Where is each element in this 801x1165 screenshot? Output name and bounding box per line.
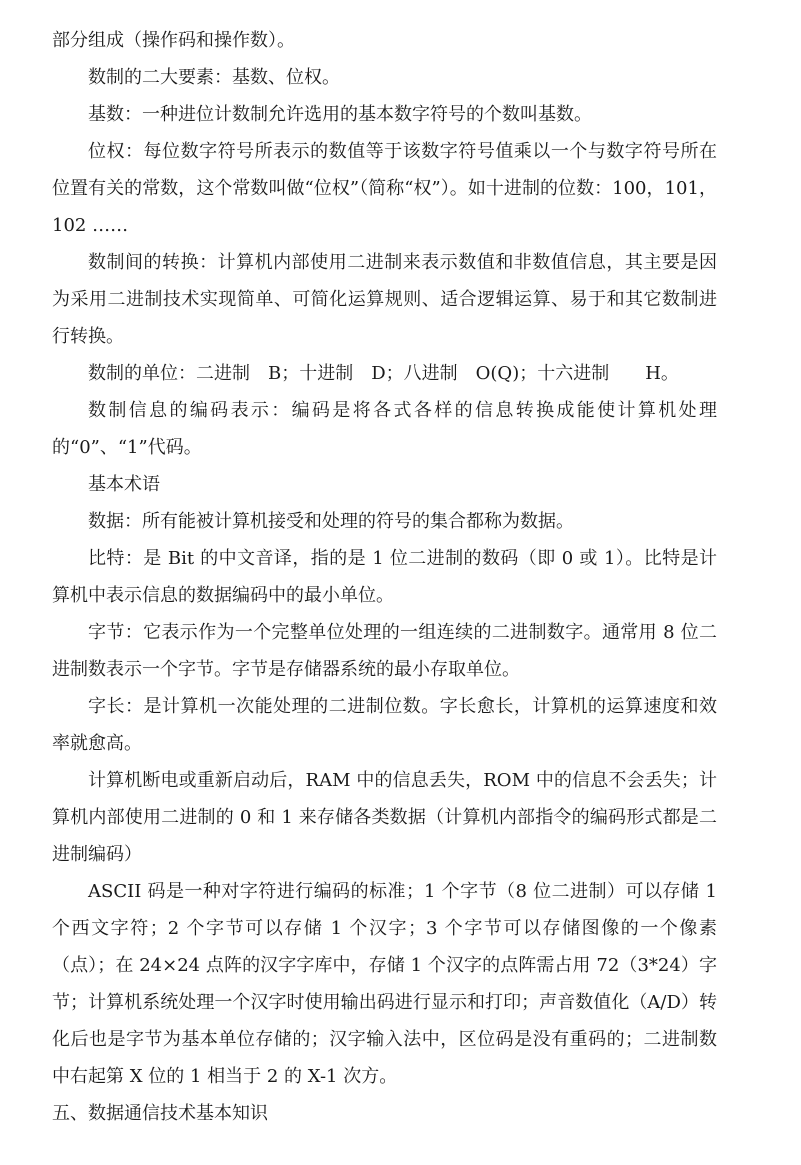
paragraph-number-system-elements: 数制的二大要素：基数、位权。 [88,67,340,88]
paragraph-continuation: 部分组成（操作码和操作数）。 [52,30,295,51]
paragraph-memory: 计算机断电或重新启动后，RAM 中的信息丢失，ROM 中的信息不会丢失；计算机内部使用二进制的 0 和 1 来存储各类数据（计算机内部指令的编码形式都是二进制编码） [52,770,717,865]
paragraph-byte: 字节：它表示作为一个完整单位处理的一组连续的二进制数字。通常用 8 位二进制数表示一个字节。字节是存储器系统的最小存取单位。 [52,622,717,680]
paragraph-positional-weight: 位权：每位数字符号所表示的数值等于该数字符号值乘以一个与数字符号所在位置有关的常数，这个常数叫做“位权”（简称“权”）。如十进制的位数：100，101，102 …… [52,141,717,236]
paragraph-units: 数制的单位：二进制 B；十进制 D；八进制 O(Q)；十六进制 H。 [88,363,679,384]
paragraph-word-length: 字长：是计算机一次能处理的二进制位数。字长愈长，计算机的运算速度和效率就愈高。 [52,696,717,754]
paragraph-radix: 基数：一种进位计数制允许选用的基本数字符号的个数叫基数。 [88,104,592,125]
paragraph-conversion: 数制间的转换：计算机内部使用二进制来表示数值和非数值信息，其主要是因为采用二进制技术实现简单、可简化运算规则、适合逻辑运算、易于和其它数制进行转换。 [52,252,717,347]
paragraph-encoding: 数制信息的编码表示：编码是将各式各样的信息转换成能使计算机处理的“0”、“1”代码。 [52,400,717,458]
paragraph-data: 数据：所有能被计算机接受和处理的符号的集合都称为数据。 [88,511,574,532]
paragraph-bit: 比特：是 Bit 的中文音译，指的是 1 位二进制的数码（即 0 或 1）。比特是计算机中表示信息的数据编码中的最小单位。 [52,548,717,606]
subheading-basic-terms: 基本术语 [88,474,160,495]
section-heading: 五、数据通信技术基本知识 [52,1103,268,1124]
paragraph-ascii: ASCII 码是一种对字符进行编码的标准；1 个字节（8 位二进制）可以存储 1 个西文字符；2 个字节可以存储 1 个汉字；3 个字节可以存储图像的一个像素（点）；在 24×24 点阵的汉字字库中，存储 1 个汉字的点阵需占用 72（3*24）字节；计算机系统处理一个汉字时使用输出码进行显示和打印；声音数值化（A/D）转化后也是字节为基本单位存储的；汉字输入法中，区位码是没有重码的；二进制数中右起第 X 位的 1 相当于 2 的 X-1 次方。 [52,881,717,1087]
